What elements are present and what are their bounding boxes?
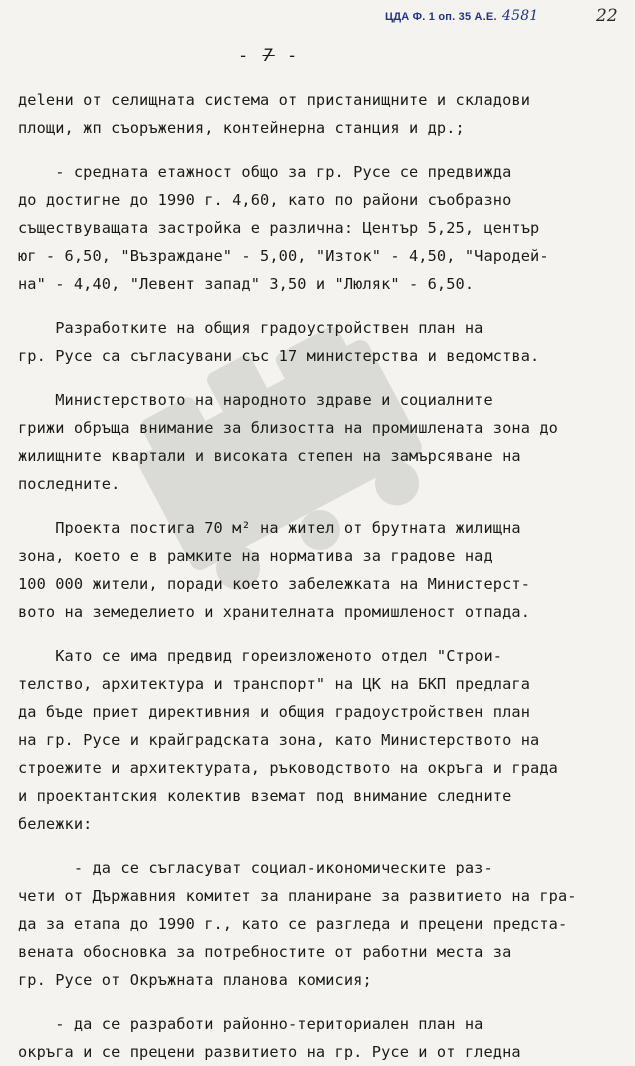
text-line: - да се разработи районно-териториален план на: [18, 1015, 484, 1033]
page-number-suffix: -: [274, 46, 300, 66]
paragraph: [18, 1010, 623, 1066]
text-line: Като се има предвид гореизложеното отдел "Строи-: [18, 647, 503, 665]
text-line: на" - 4,40, "Левент запад" 3,50 и "Люляк" - 6,50.: [18, 275, 475, 293]
paragraph-gap: [18, 626, 623, 642]
text-line: вото на земеделието и хранителната промишленост отпада.: [18, 603, 531, 621]
text-line: 100 000 жители, поради което забележката на Министерст-: [18, 575, 531, 593]
paragraph: [18, 514, 623, 626]
text-line: строежите и архитектурата, ръководството на окръга и града: [18, 759, 558, 777]
paragraph: [18, 386, 623, 498]
paragraph: [18, 854, 623, 994]
text-line: Разработките на общия градоустройствен план на: [18, 319, 484, 337]
text-line: площи, жп съоръжения, контейнерна станция и др.;: [18, 119, 465, 137]
text-line: Проекта постига 70 м² на жител от брутната жилищна: [18, 519, 521, 537]
text-line: бележки:: [18, 815, 93, 833]
text-line: до достигне до 1990 г. 4,60, като по райони съобразно: [18, 191, 512, 209]
text-line: - средната етажност общо за гр. Русе се предвижда: [18, 163, 512, 181]
text-line: зона, което е в рамките на норматива за градове над: [18, 547, 493, 565]
paragraph: [18, 642, 623, 838]
text-line: Министерството на народното здраве и социалните: [18, 391, 493, 409]
text-line: и проектантския колектив вземат под внимание следните: [18, 787, 512, 805]
archive-stamp-label: ЦДА Ф. 1 оп. 35 А.Е.: [385, 11, 497, 23]
document-body: [18, 86, 623, 1066]
paragraph-gap: [18, 298, 623, 314]
text-line: юг - 6,50, "Възраждане" - 5,00, "Изток" - 4,50, "Чародей-: [18, 247, 549, 265]
archive-stamp: [385, 8, 538, 24]
page-number-value: 7: [262, 46, 275, 66]
paragraph-gap: [18, 994, 623, 1010]
text-line: окръга и се прецени развитието на гр. Русе и от гледна: [18, 1043, 521, 1061]
paragraph-gap: [18, 370, 623, 386]
text-line: грижи обръща внимание за близостта на промишлената зона до: [18, 419, 558, 437]
paragraph-gap: [18, 498, 623, 514]
paragraph: [18, 158, 623, 298]
text-line: на гр. Русе и крайградската зона, като Министерството на: [18, 731, 540, 749]
text-line: вената обосновка за потребностите от работни места за: [18, 943, 512, 961]
paragraph: [18, 86, 623, 142]
sheet-number: 22: [596, 6, 618, 26]
text-line: жилищните квартали и високата степен на замърсяване на: [18, 447, 521, 465]
text-line: съществуващата застройка е различна: Център 5,25, център: [18, 219, 540, 237]
paragraph: [18, 314, 623, 370]
text-line: - да се съгласуват социал-икономическите раз-: [18, 859, 493, 877]
text-line: чети от Държавния комитет за планиране за развитието на гра-: [18, 887, 577, 905]
paragraph-gap: [18, 142, 623, 158]
page-number: [238, 46, 299, 66]
text-line: последните.: [18, 475, 121, 493]
text-line: гр. Русе са съгласувани със 17 министерства и ведомства.: [18, 347, 540, 365]
text-line: деleни от селищната система от пристанищните и складови: [18, 91, 531, 109]
page-number-prefix: -: [238, 46, 263, 66]
paragraph-gap: [18, 838, 623, 854]
archive-stamp-number: 4581: [501, 8, 539, 24]
text-line: гр. Русе от Окръжната планова комисия;: [18, 971, 372, 989]
text-line: телство, архитектура и транспорт" на ЦК на БКП предлага: [18, 675, 531, 693]
text-line: да за етапа до 1990 г., като се разгледа и прецени предста-: [18, 915, 568, 933]
text-line: да бъде приет директивния и общия градоустройствен план: [18, 703, 531, 721]
